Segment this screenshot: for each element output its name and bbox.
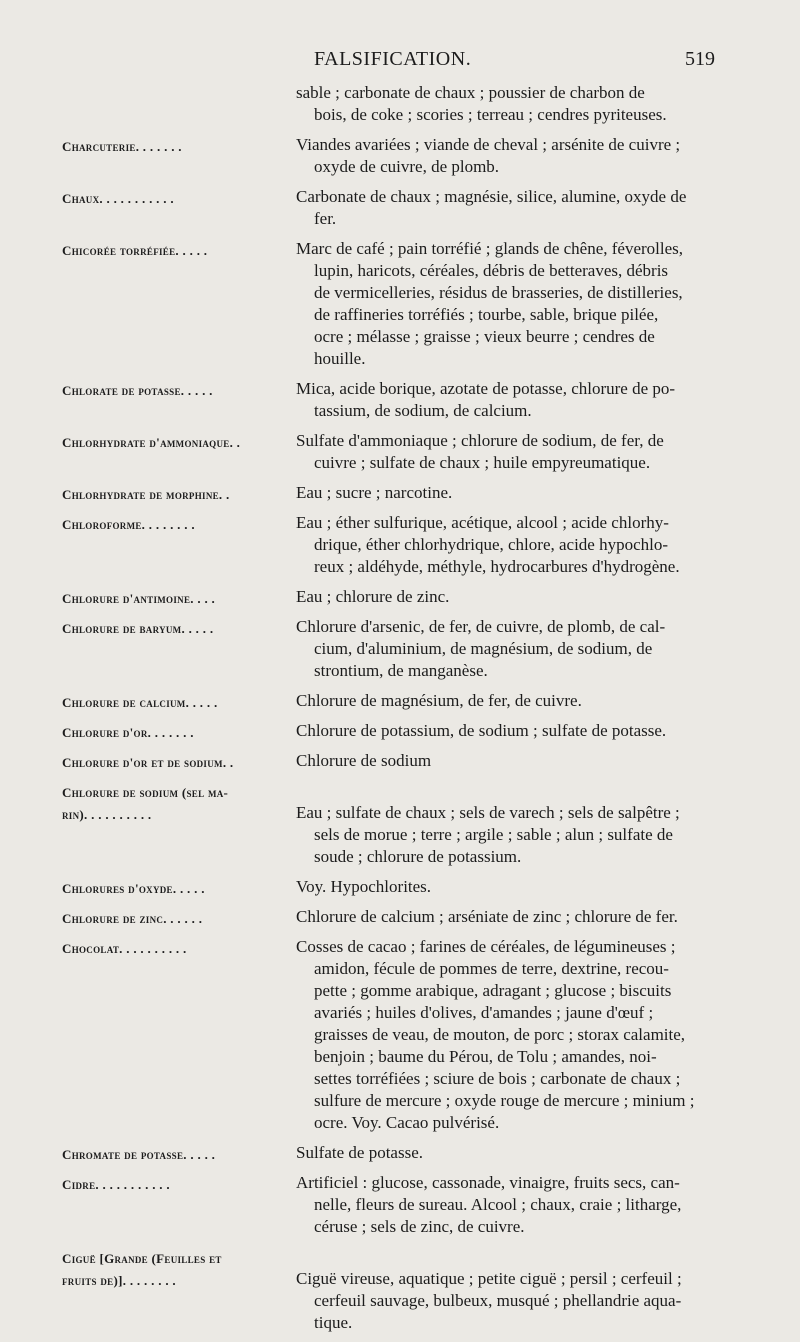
entry-description: [296, 1172, 722, 1238]
description-line: avariés ; huiles d'olives, d'amandes ; jaune d'œuf ;: [314, 1003, 654, 1022]
running-title: FALSIFICATION.: [314, 48, 472, 70]
entry-term: [62, 514, 280, 536]
description-line: sels de morue ; terre ; argile ; sable ; alun ; sulfate de: [314, 825, 673, 844]
entry: [0, 186, 800, 230]
entry: [0, 512, 800, 578]
entry-term-label: Chocolat. . . . . . . . . .: [62, 941, 187, 956]
entry-description: [296, 906, 722, 928]
description-line: graisses de veau, de mouton, de porc ; storax calamite,: [314, 1025, 686, 1044]
page-header: [0, 48, 800, 76]
entry: [0, 616, 800, 682]
entry: [0, 780, 800, 868]
entry: [0, 876, 800, 898]
entry-description: [296, 134, 722, 178]
description-line: Chlorure de potassium, de sodium ; sulfate de potasse.: [296, 721, 667, 740]
entry-description: [296, 876, 722, 898]
description-line: benjoin ; baume du Pérou, de Tolu ; amandes, noi-: [314, 1047, 657, 1066]
entry-description: [296, 616, 722, 682]
description-line: Sulfate d'ammoniaque ; chlorure de sodium, de fer, de: [296, 431, 664, 450]
entry: [0, 82, 800, 126]
description-line: sable ; carbonate de chaux ; poussier de charbon de: [296, 83, 645, 102]
entry-description: [296, 186, 722, 230]
entry-term: [62, 752, 280, 774]
description-line: Chlorure de magnésium, de fer, de cuivre.: [296, 691, 582, 710]
entry-term-label: Chaux. . . . . . . . . . .: [62, 191, 174, 206]
entry-term: [62, 782, 280, 826]
description-line: nelle, fleurs de sureau. Alcool ; chaux, craie ; litharge,: [314, 1195, 682, 1214]
entry-term-label: Cidre. . . . . . . . . . .: [62, 1177, 170, 1192]
description-line: reux ; aldéhyde, méthyle, hydrocarbures d'hydrogène.: [314, 557, 680, 576]
entry-description: [296, 512, 722, 578]
entry-term: [62, 588, 280, 610]
description-line: tassium, de sodium, de calcium.: [314, 401, 532, 420]
description-line: Chlorure de sodium: [296, 751, 432, 770]
entry-term: [62, 136, 280, 158]
entry-description: [296, 82, 722, 126]
description-line: bois, de coke ; scories ; terreau ; cendres pyriteuses.: [314, 105, 667, 124]
entry-term: [62, 1144, 280, 1166]
description-line: pette ; gomme arabique, adragant ; glucose ; biscuits: [314, 981, 672, 1000]
entry: [0, 134, 800, 178]
entry-term: [62, 692, 280, 714]
description-line: Viandes avariées ; viande de cheval ; arsénite de cuivre ;: [296, 135, 681, 154]
entry-term-label: Chlorure de calcium. . . . .: [62, 695, 218, 710]
description-line: Sulfate de potasse.: [296, 1143, 423, 1162]
entry-description: [296, 378, 722, 422]
entry-description: [296, 238, 722, 370]
entry: [0, 378, 800, 422]
description-line: drique, éther chlorhydrique, chlore, acide hypochlo-: [314, 535, 669, 554]
entry: [0, 936, 800, 1134]
entry-description: [296, 1142, 722, 1164]
description-line: Ciguë vireuse, aquatique ; petite ciguë ; persil ; cerfeuil ;: [296, 1269, 682, 1288]
description-line: Carbonate de chaux ; magnésie, silice, alumine, oxyde de: [296, 187, 687, 206]
description-line: settes torréfiées ; sciure de bois ; carbonate de chaux ;: [314, 1069, 681, 1088]
entry-term: [62, 618, 280, 640]
description-line: Eau ; éther sulfurique, acétique, alcool ; acide chlorhy-: [296, 513, 669, 532]
description-line: fer.: [314, 209, 337, 228]
description-line: amidon, fécule de pommes de terre, dextrine, recou-: [314, 959, 669, 978]
entry-term-label: Charcuterie. . . . . . .: [62, 139, 182, 154]
entry-term: [62, 938, 280, 960]
entry: [0, 690, 800, 712]
entry: [0, 1172, 800, 1238]
entry-description: [296, 482, 722, 504]
entry-term-continuation: rin). . . . . . . . . .: [62, 807, 152, 822]
entry-term-label: Chloroforme. . . . . . . .: [62, 517, 195, 532]
entry-term-label: Ciguë [Grande (Feuilles et: [62, 1251, 222, 1266]
entry-term-label: Chlorure de zinc. . . . . .: [62, 911, 203, 926]
description-line: Marc de café ; pain torréfié ; glands de chêne, féverolles,: [296, 239, 684, 258]
description-line: ocre ; mélasse ; graisse ; vieux beurre ; cendres de: [314, 327, 655, 346]
description-line: Voy. Hypochlorites.: [296, 877, 432, 896]
description-line: Cosses de cacao ; farines de céréales, de légumineuses ;: [296, 937, 676, 956]
entry: [0, 1142, 800, 1164]
entry: [0, 430, 800, 474]
entry: [0, 750, 800, 772]
entry-term: [62, 188, 280, 210]
description-line: soude ; chlorure de potassium.: [314, 847, 522, 866]
entry-term: [62, 380, 280, 402]
description-line: Chlorure d'arsenic, de fer, de cuivre, de plomb, de cal-: [296, 617, 666, 636]
entry-term-label: Chlorhydrate d'ammoniaque. .: [62, 435, 241, 450]
description-line: cium, d'aluminium, de magnésium, de sodium, de: [314, 639, 653, 658]
entry-description: [296, 1246, 722, 1334]
entry: [0, 906, 800, 928]
description-line: céruse ; sels de zinc, de cuivre.: [314, 1217, 525, 1236]
entry-term-label: Chlorure de baryum. . . . .: [62, 621, 214, 636]
description-line: cerfeuil sauvage, bulbeux, musqué ; phellandrie aqua-: [314, 1291, 682, 1310]
description-line: Chlorure de calcium ; arséniate de zinc ; chlorure de fer.: [296, 907, 678, 926]
entry-term-label: Chlorure d'or. . . . . . .: [62, 725, 194, 740]
entry-term: [62, 722, 280, 744]
entry-term-label: Chromate de potasse. . . . .: [62, 1147, 216, 1162]
entry-term: [62, 878, 280, 900]
description-line: de raffineries torréfiés ; tourbe, sable, brique pilée,: [314, 305, 659, 324]
description-line: lupin, haricots, céréales, débris de betteraves, débris: [314, 261, 669, 280]
description-line: Artificiel : glucose, cassonade, vinaigre, fruits secs, can-: [296, 1173, 680, 1192]
description-line: cuivre ; sulfate de chaux ; huile empyreumatique.: [314, 453, 651, 472]
entry-description: [296, 780, 722, 868]
entry-term-label: Chlorate de potasse. . . . .: [62, 383, 213, 398]
entry: [0, 238, 800, 370]
entry-term: [62, 240, 280, 262]
entry-term: [62, 484, 280, 506]
entry: [0, 720, 800, 742]
description-line: strontium, de manganèse.: [314, 661, 488, 680]
entry-description: [296, 430, 722, 474]
entry-term-continuation: fruits de)]. . . . . . . .: [62, 1273, 176, 1288]
description-line: Mica, acide borique, azotate de potasse, chlorure de po-: [296, 379, 676, 398]
entry-term-label: Chlorure de sodium (sel ma-: [62, 785, 229, 800]
page-number: 519: [685, 48, 715, 70]
description-line: sulfure de mercure ; oxyde rouge de mercure ; minium ;: [314, 1091, 695, 1110]
entry-term-label: Chlorures d'oxyde. . . . .: [62, 881, 205, 896]
entry-description: [296, 936, 722, 1134]
entry-term-label: Chlorhydrate de morphine. .: [62, 487, 230, 502]
entry: [0, 1246, 800, 1334]
description-line: Eau ; sulfate de chaux ; sels de varech ; sels de salpêtre ;: [296, 803, 680, 822]
description-line: ocre. Voy. Cacao pulvérisé.: [314, 1113, 500, 1132]
entry-term: [62, 908, 280, 930]
dictionary-entries: [0, 82, 800, 1342]
entry-term-label: Chicorée torréfiée. . . . .: [62, 243, 208, 258]
description-line: houille.: [314, 349, 366, 368]
description-line: Eau ; chlorure de zinc.: [296, 587, 450, 606]
entry: [0, 586, 800, 608]
entry-term-label: Chlorure d'antimoine. . . .: [62, 591, 216, 606]
entry: [0, 482, 800, 504]
entry-term: [62, 1248, 280, 1292]
entry-description: [296, 750, 722, 772]
description-line: tique.: [314, 1313, 353, 1332]
entry-description: [296, 720, 722, 742]
entry-term: [62, 432, 280, 454]
entry-term-label: Chlorure d'or et de sodium. .: [62, 755, 234, 770]
description-line: oxyde de cuivre, de plomb.: [314, 157, 500, 176]
description-line: Eau ; sucre ; narcotine.: [296, 483, 453, 502]
entry-description: [296, 586, 722, 608]
description-line: de vermicelleries, résidus de brasseries, de distilleries,: [314, 283, 683, 302]
entry-description: [296, 690, 722, 712]
entry-term: [62, 1174, 280, 1196]
